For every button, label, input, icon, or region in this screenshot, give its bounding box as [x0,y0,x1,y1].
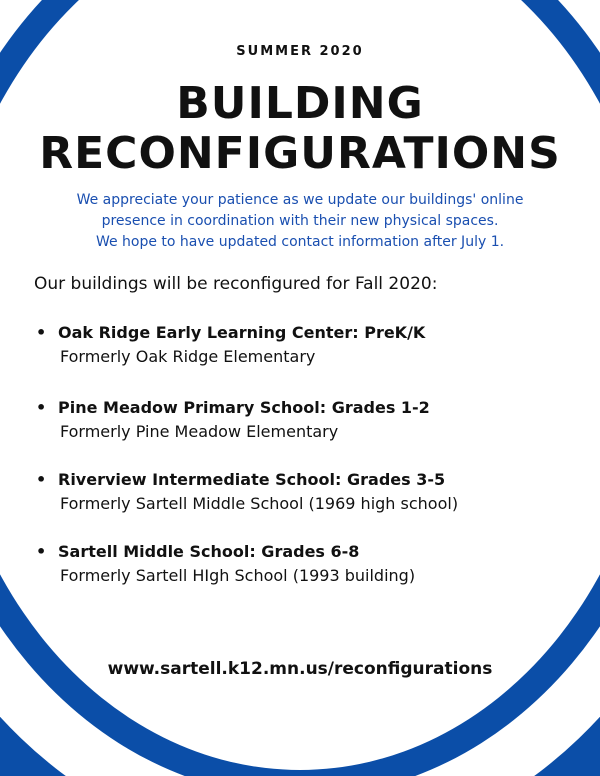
bullet-icon: • [36,323,47,342]
bullet-icon: • [36,398,47,417]
formerly-text: Formerly Sartell HIgh School (1993 building) [60,566,416,585]
list-item [36,470,458,513]
kicker: SUMMER 2020 [236,44,364,59]
headline-line-2: RECONFIGURATIONS [39,128,561,179]
website-url: www.sartell.k12.mn.us/reconfigurations [107,659,493,679]
headline-line-1: BUILDING [176,78,424,129]
intro-paragraph [20,190,580,253]
list-item [36,398,430,441]
formerly-text: Formerly Pine Meadow Elementary [60,422,339,441]
building-title: Riverview Intermediate School: Grades 3-5 [58,470,446,489]
intro-line: We hope to have updated contact information after July 1. [95,234,505,250]
building-title: Pine Meadow Primary School: Grades 1-2 [58,398,430,417]
intro-line: presence in coordination with their new physical spaces. [101,213,499,229]
formerly-text: Formerly Oak Ridge Elementary [60,347,316,366]
building-title: Oak Ridge Early Learning Center: PreK/K [58,323,426,342]
lead-sentence: Our buildings will be reconfigured for Fall 2020: [34,274,438,294]
list-item [36,323,425,366]
list-item [36,542,415,585]
bullet-icon: • [36,542,47,561]
intro-line: We appreciate your patience as we update our buildings' online [76,192,524,208]
bullet-icon: • [36,470,47,489]
formerly-text: Formerly Sartell Middle School (1969 high school) [60,494,459,513]
building-title: Sartell Middle School: Grades 6-8 [58,542,360,561]
